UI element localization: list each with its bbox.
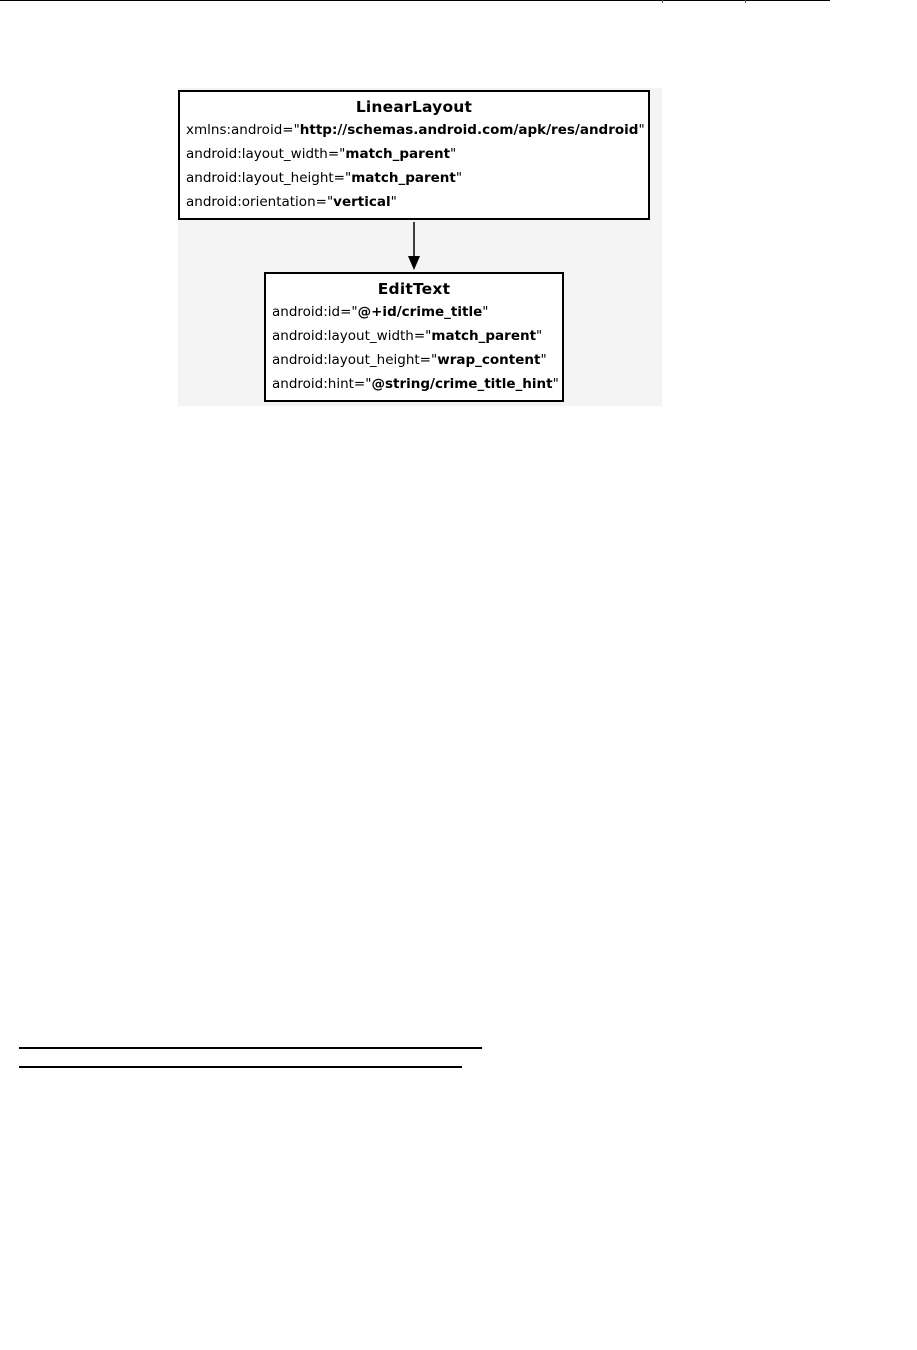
linearlayout-attr-layout-width: android:layout_width="match_parent" (186, 146, 457, 162)
edittext-attr-hint: android:hint="@string/crime_title_hint" (272, 376, 559, 392)
edittext-attr-id: android:id="@+id/crime_title" (272, 304, 489, 320)
edittext-node-title: EditText (377, 280, 451, 298)
footnote-rule (19, 1066, 462, 1068)
edittext-attr-layout-height: android:layout_height="wrap_content" (272, 352, 547, 368)
page-top-rule (0, 0, 830, 1)
edittext-attr-layout-width: android:layout_width="match_parent" (272, 328, 543, 344)
page-top-tick (662, 0, 663, 3)
page-top-tick (745, 0, 746, 3)
linearlayout-attr-layout-height: android:layout_height="match_parent" (186, 170, 463, 186)
linearlayout-node-title: LinearLayout (355, 98, 473, 116)
edittext-node (264, 272, 564, 402)
footnote-rule (19, 1047, 482, 1049)
layout-hierarchy-diagram (178, 88, 662, 406)
linearlayout-attr-xmlns: xmlns:android="http://schemas.android.com/apk/res/android" (186, 122, 645, 138)
linearlayout-node (178, 90, 650, 220)
linearlayout-attr-orientation: android:orientation="vertical" (186, 194, 397, 210)
